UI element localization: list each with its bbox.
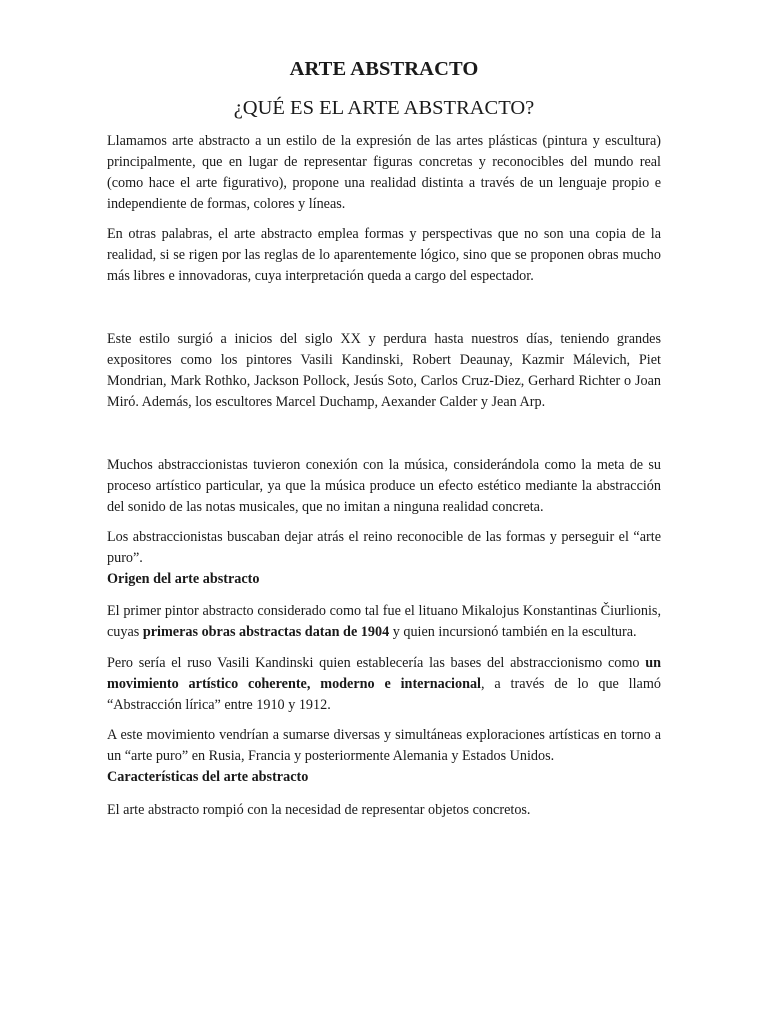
section-heading-characteristics: Características del arte abstracto [107, 769, 309, 785]
paragraph-characteristics: El arte abstracto rompió con la necesidad de representar objetos concretos. [107, 802, 531, 818]
paragraph-history: Este estilo surgió a inicios del siglo XX y perdura hasta nuestros días, teniendo grandes expositores como los pintores Vasili Kandinski, Robert Deaunay, Kazmir Málevich, Piet Mondrian, Mark Rothko, Jackson Pollock, Jesús Soto, Carlos Cruz-Diez, Gerhard Richter o Joan Miró. Además, los escultores Marcel Duchamp, Aexander Calder y Jean Arp. [107, 331, 661, 410]
paragraph-definition: Llamamos arte abstracto a un estilo de la expresión de las artes plásticas (pintura y escultura) principalmente, que en lugar de representar figuras concretas y reconocibles del mundo real (como hace el arte figurativo), propone una realidad distinta a través de un lenguaje propio e independiente de formas, colores y líneas. [107, 133, 661, 212]
document-subtitle: ¿QUÉ ES EL ARTE ABSTRACTO? [233, 97, 535, 119]
emphasis-text: un movimiento artístico coherente, moderno e internacional [107, 655, 661, 692]
paragraph-text: El primer pintor abstracto considerado como tal fue el lituano Mikalojus Konstantinas Čiurlionis, cuyas [107, 603, 661, 640]
paragraph-movement: A este movimiento vendrían a sumarse diversas y simultáneas exploraciones artísticas en torno a un “arte puro” en Rusia, Francia y posteriormente Alemania y Estados Unidos. [107, 727, 661, 764]
paragraph-kandinski [107, 653, 661, 716]
paragraph-first-painter [107, 601, 661, 643]
paragraph-other-words: En otras palabras, el arte abstracto emplea formas y perspectivas que no son una copia de la realidad, si se rigen por las reglas de lo aparentemente lógico, sino que se proponen obras mucho más libres e innovadoras, cuya interpretación queda a cargo del espectador. [107, 226, 661, 284]
paragraph-music: Muchos abstraccionistas tuvieron conexión con la música, considerándola como la meta de su proceso artístico particular, ya que la música produce un efecto estético mediante la abstracción del sonido de las notas musicales, que no imitan a ninguna realidad concreta. [107, 457, 661, 515]
section-heading-origin: Origen del arte abstracto [107, 571, 260, 587]
document-body [107, 56, 661, 821]
paragraph-text: , a través de lo que llamó “Abstracción lírica” entre 1910 y 1912. [107, 676, 661, 713]
document-title: ARTE ABSTRACTO [289, 58, 479, 80]
paragraph-pure-art: Los abstraccionistas buscaban dejar atrás el reino reconocible de las formas y perseguir el “arte puro”. [107, 529, 661, 566]
paragraph-text: Pero sería el ruso Vasili Kandinski quien establecería las bases del abstraccionismo como [107, 655, 646, 671]
paragraph-text: y quien incursionó también en la escultura. [389, 624, 637, 640]
emphasis-text: primeras obras abstractas datan de 1904 [142, 624, 390, 640]
